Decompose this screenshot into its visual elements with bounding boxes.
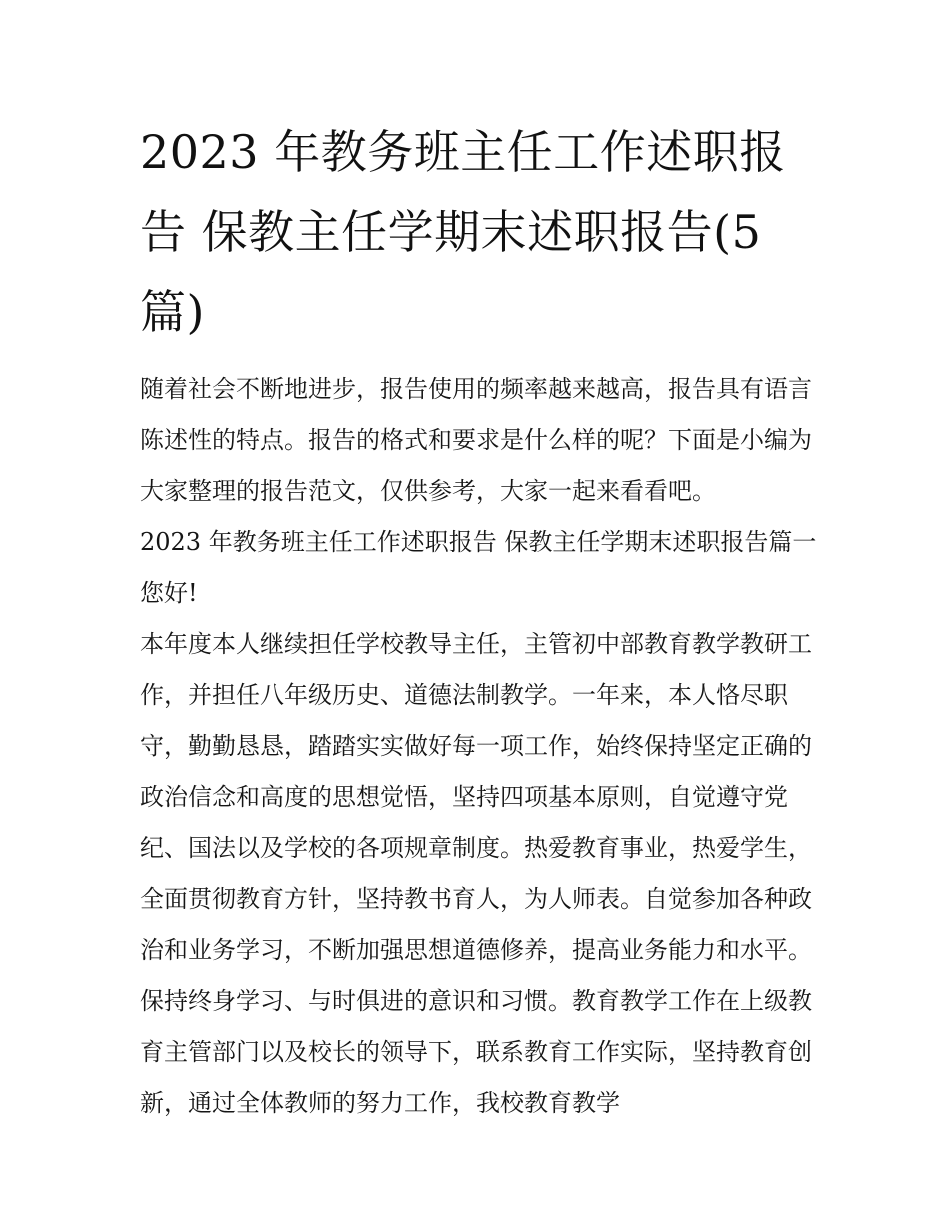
body-paragraph: 本年度本人继续担任学校教导主任，主管初中部教育教学教研工作，并担任八年级历史、道德法制教学。一年来，本人恪尽职守，勤勤恳恳，踏踏实实做好每一项工作，始终保持坚定正确的政治信念和高度的思想觉悟，坚持四项基本原则，自觉遵守党纪、国法以及学校的各项规章制度。热爱教育事业，热爱学生，全面贯彻教育方针，坚持教书育人，为人师表。自觉参加各种政治和业务学习，不断加强思想道德修养，提高业务能力和水平。保持终身学习、与时俱进的意识和习惯。教育教学工作在上级教育主管部门以及校长的领导下，联系教育工作实际，坚持教育创新，通过全体教师的努力工作，我校教育教学 [140,630,812,1117]
document-title: 2023 年教务班主任工作述职报告 保教主任学期末述职报告(5 篇) [140,125,786,339]
document-page [140,112,820,1129]
intro-paragraph: 随着社会不断地进步，报告使用的频率越来越高，报告具有语言陈述性的特点。报告的格式和要求是什么样的呢？下面是小编为大家整理的报告范文，仅供参考，大家一起来看看吧。 [140,375,812,505]
section-heading: 2023 年教务班主任工作述职报告 保教主任学期末述职报告篇一 您好! [140,528,817,607]
